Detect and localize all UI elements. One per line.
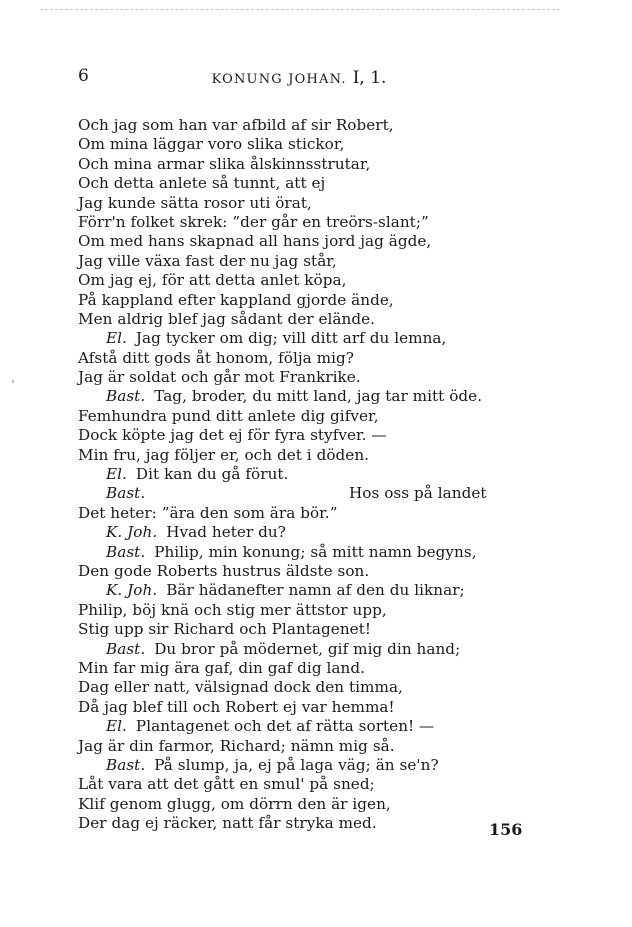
speaker-name: K. Joh.	[106, 581, 158, 600]
verse-line	[78, 271, 548, 290]
line-text: Och mina armar slika ålskinnsstrutar,	[78, 154, 371, 173]
speech-line	[78, 581, 548, 600]
line-text: Plantagenet och det af rätta sorten! —	[135, 717, 435, 736]
verse-line	[78, 504, 548, 523]
top-edge-rule	[40, 9, 560, 10]
line-text: Klif genom glugg, om dörrn den är igen,	[78, 794, 391, 813]
line-text: Och detta anlete så tunnt, att ej	[78, 174, 326, 193]
verse-line	[78, 620, 548, 639]
verse-line	[78, 232, 548, 251]
line-text: Dit kan du gå förut.	[135, 465, 289, 484]
line-text: Femhundra pund ditt anlete dig gifver,	[78, 406, 379, 425]
page-header	[78, 66, 520, 88]
verse-line	[78, 213, 548, 232]
line-text: Förr'n folket skrek: ”der går en treörs-slant;”	[78, 212, 429, 231]
line-text: Om mina läggar voro slika stickor,	[78, 135, 345, 154]
speaker-name: El.	[106, 717, 127, 736]
line-text: Jag är din farmor, Richard; nämn mig så.	[78, 736, 395, 755]
verse-line	[78, 678, 548, 697]
verse-line	[78, 252, 548, 271]
line-text: Det heter: ”ära den som ära bör.”	[78, 503, 338, 522]
speech-line	[78, 717, 548, 736]
verse-line	[78, 737, 548, 756]
act-scene: I, 1.	[352, 68, 387, 88]
printer-signature: 156	[489, 820, 523, 839]
verse-text	[78, 116, 548, 833]
line-text: Och jag som han var afbild af sir Robert,	[78, 116, 394, 134]
speech-line	[78, 756, 548, 775]
speaker-name: K. Joh.	[106, 523, 158, 542]
line-text: Den gode Roberts hustrus äldste son.	[78, 561, 370, 580]
speaker-name: Bast.	[106, 755, 146, 774]
running-head	[78, 68, 520, 88]
speaker-name: Bast.	[106, 484, 146, 503]
speech-line	[78, 329, 548, 348]
verse-line	[78, 291, 548, 310]
speech-line	[78, 484, 548, 503]
page-number: 6	[78, 66, 89, 86]
line-text: Hvad heter du?	[166, 523, 286, 542]
speaker-name: Bast.	[106, 387, 146, 406]
verse-line	[78, 174, 548, 193]
line-text: Stig upp sir Richard och Plantagenet!	[78, 620, 372, 639]
verse-line	[78, 775, 548, 794]
line-text: Philip, böj knä och stig mer ättstor upp,	[78, 600, 387, 619]
line-text: Bär hädanefter namn af den du liknar;	[166, 581, 465, 600]
verse-line	[78, 155, 548, 174]
speaker-name: El.	[106, 329, 127, 348]
speech-line	[78, 523, 548, 542]
line-text: Tag, broder, du mitt land, jag tar mitt öde.	[154, 387, 483, 406]
line-text: Du bror på mödernet, gif mig din hand;	[154, 639, 461, 658]
verse-line	[78, 116, 548, 135]
line-text: Jag ville växa fast der nu jag står,	[78, 251, 337, 270]
line-text: Jag kunde sätta rosor uti örat,	[78, 193, 312, 212]
speech-line	[78, 543, 548, 562]
line-text: Dock köpte jag det ej för fyra styfver. —	[78, 426, 387, 445]
line-text: På slump, ja, ej på laga väg; än se'n?	[154, 755, 439, 774]
line-text: Jag tycker om dig; vill ditt arf du lemna,	[135, 329, 447, 348]
line-text: Hos oss på landet	[349, 484, 487, 503]
speaker-name: Bast.	[106, 542, 146, 561]
line-text: Om med hans skapnad all hans jord jag ägde,	[78, 232, 432, 251]
line-text: Min fru, jag följer er, och det i döden.	[78, 445, 370, 464]
margin-speck	[12, 380, 14, 383]
line-text: Men aldrig blef jag sådant der elände.	[78, 309, 376, 328]
verse-line	[78, 795, 548, 814]
line-text: Der dag ej räcker, natt får stryka med.	[78, 814, 377, 833]
verse-line	[78, 814, 548, 833]
verse-line	[78, 659, 548, 678]
verse-line	[78, 368, 548, 387]
verse-line	[78, 601, 548, 620]
verse-line	[78, 194, 548, 213]
speech-line	[78, 387, 548, 406]
verse-line	[78, 446, 548, 465]
verse-line	[78, 562, 548, 581]
verse-line	[78, 426, 548, 445]
line-text: Philip, min konung; så mitt namn begyns,	[154, 542, 477, 561]
speaker-name: El.	[106, 465, 127, 484]
verse-line	[78, 310, 548, 329]
verse-line	[78, 407, 548, 426]
verse-line	[78, 698, 548, 717]
line-text: Min far mig ära gaf, din gaf dig land.	[78, 658, 365, 677]
line-text: Låt vara att det gått en smul' på sned;	[78, 775, 375, 794]
speech-line	[78, 465, 548, 484]
line-text: Jag är soldat och går mot Frankrike.	[78, 368, 361, 387]
line-text: Afstå ditt gods åt honom, följa mig?	[78, 348, 354, 367]
line-text: På kappland efter kappland gjorde ände,	[78, 290, 394, 309]
verse-line	[78, 135, 548, 154]
running-head-title: KONUNG JOHAN.	[211, 72, 347, 87]
line-text: Om jag ej, för att detta anlet köpa,	[78, 271, 347, 290]
line-text: Dag eller natt, välsignad dock den timma,	[78, 678, 403, 697]
verse-line	[78, 349, 548, 368]
line-text: Då jag blef till och Robert ej var hemma!	[78, 697, 395, 716]
speech-line	[78, 640, 548, 659]
speaker-name: Bast.	[106, 639, 146, 658]
